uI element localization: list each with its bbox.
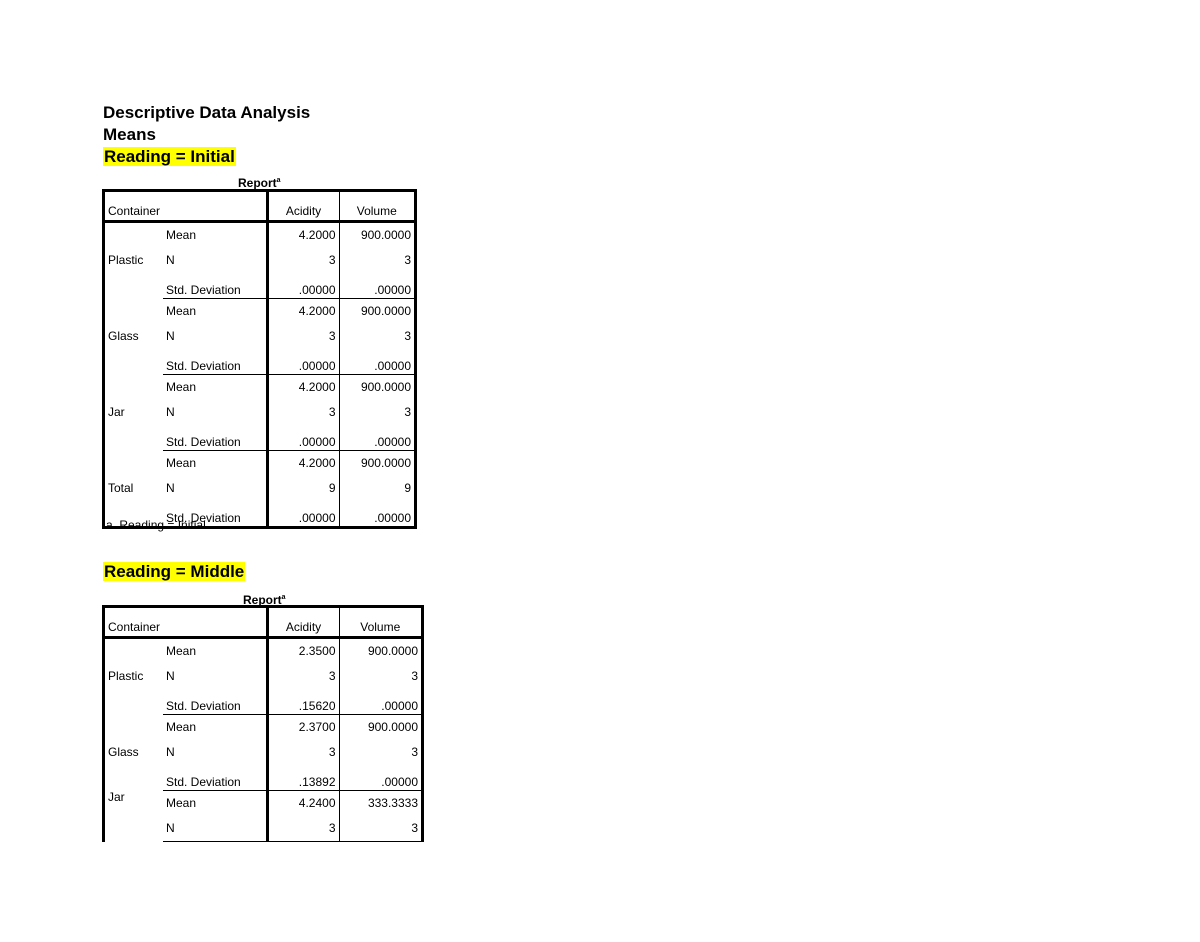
acidity-value: .00000	[267, 273, 339, 299]
volume-value: .00000	[339, 689, 421, 715]
volume-value: 900.0000	[360, 456, 411, 470]
section-heading-middle-text: Reading = Middle	[104, 562, 245, 581]
container-label: Glass	[108, 745, 139, 759]
volume-value: .00000	[339, 273, 414, 299]
column-header-volume: Volume	[339, 608, 421, 638]
volume-value: 333.3333	[367, 796, 418, 810]
statistic-label: N	[163, 664, 267, 689]
statistic-label: Mean	[163, 715, 267, 741]
statistic-label: Std. Deviation	[163, 349, 267, 375]
acidity-value: 3	[267, 740, 339, 765]
acidity-value: .00000	[267, 349, 339, 375]
acidity-value: .15620	[267, 689, 339, 715]
table-row	[105, 638, 421, 665]
page-title: Descriptive Data Analysis	[103, 103, 311, 122]
column-header-container: Container	[105, 608, 267, 638]
statistic-label: N	[163, 740, 267, 765]
volume-value: .00000	[339, 765, 421, 791]
section-heading-initial	[103, 147, 236, 167]
container-label: Jar	[108, 789, 125, 804]
page-subtitle: Means	[103, 125, 156, 144]
table-row	[105, 375, 414, 401]
table-row	[105, 451, 414, 477]
table-row	[105, 222, 414, 249]
acidity-value: 4.2000	[267, 222, 339, 249]
statistic-label: Std. Deviation	[163, 501, 267, 526]
report-title-initial	[238, 174, 281, 190]
volume-value: 900.0000	[360, 380, 411, 394]
container-label: Total	[108, 480, 134, 495]
section-heading-initial-text: Reading = Initial	[104, 147, 235, 166]
column-header-acidity: Acidity	[267, 192, 339, 222]
acidity-value: 4.2000	[267, 375, 339, 401]
volume-value: 9	[404, 481, 411, 495]
table-row	[105, 299, 414, 325]
statistic-label: Mean	[163, 451, 267, 477]
statistic-label: Mean	[163, 638, 267, 665]
report-title-text: Report	[243, 593, 282, 607]
volume-value: .00000	[339, 349, 414, 375]
acidity-value: 3	[267, 816, 339, 842]
acidity-value: 3	[267, 400, 339, 425]
section-heading-middle	[103, 562, 245, 582]
acidity-value: 2.3500	[267, 638, 339, 665]
container-label: Jar	[108, 405, 125, 419]
report-title-footnote-marker: a	[281, 594, 286, 601]
acidity-value: 2.3700	[267, 715, 339, 741]
acidity-value: 3	[267, 324, 339, 349]
acidity-value: 4.2400	[267, 791, 339, 817]
report-table-initial	[102, 189, 417, 529]
volume-value: .00000	[374, 511, 411, 525]
volume-value: 900.0000	[367, 644, 418, 658]
report-footnote: a. Reading = Initial	[106, 518, 206, 532]
container-label: Plastic	[108, 669, 144, 684]
report-table-middle	[102, 605, 424, 842]
statistic-label: N	[163, 400, 267, 425]
statistic-label: Std. Deviation	[163, 765, 267, 791]
table-row	[105, 715, 421, 741]
table-header-row	[105, 192, 414, 222]
acidity-value: .13892	[267, 765, 339, 791]
statistic-label: Mean	[163, 299, 267, 325]
container-label: Plastic	[108, 253, 144, 268]
table-row	[105, 791, 421, 817]
statistic-label: Mean	[163, 375, 267, 401]
acidity-value: .00000	[267, 425, 339, 451]
volume-value: 3	[404, 253, 411, 267]
statistic-label: Mean	[163, 222, 267, 249]
acidity-value: 3	[267, 664, 339, 689]
column-header-container: Container	[105, 192, 267, 222]
statistic-label: Std. Deviation	[163, 273, 267, 299]
volume-value: 3	[411, 669, 418, 683]
statistic-label: N	[163, 248, 267, 273]
column-header-volume: Volume	[339, 192, 414, 222]
volume-value: 3	[339, 816, 421, 842]
acidity-value: 4.2000	[267, 299, 339, 325]
statistic-label: N	[163, 324, 267, 349]
column-header-acidity: Acidity	[267, 608, 339, 638]
statistic-label: N	[163, 816, 267, 842]
acidity-value: 4.2000	[267, 451, 339, 477]
statistic-label: N	[163, 476, 267, 501]
volume-value: 3	[404, 405, 411, 419]
acidity-value: .00000	[267, 501, 339, 526]
volume-value: 900.0000	[360, 304, 411, 318]
volume-value: 900.0000	[367, 720, 418, 734]
statistic-label: Std. Deviation	[163, 425, 267, 451]
acidity-value: 3	[267, 248, 339, 273]
container-label: Glass	[108, 329, 139, 343]
volume-value: 3	[411, 745, 418, 759]
acidity-value: 9	[267, 476, 339, 501]
statistic-label: Mean	[163, 791, 267, 817]
report-title-text: Report	[238, 176, 277, 190]
report-title-footnote-marker: a	[276, 177, 281, 184]
report-table-middle-grid	[105, 608, 421, 842]
volume-value: 900.0000	[360, 228, 411, 242]
table-header-row	[105, 608, 421, 638]
volume-value: 3	[404, 329, 411, 343]
report-table-initial-grid	[105, 192, 414, 526]
statistic-label: Std. Deviation	[163, 689, 267, 715]
volume-value: .00000	[339, 425, 414, 451]
